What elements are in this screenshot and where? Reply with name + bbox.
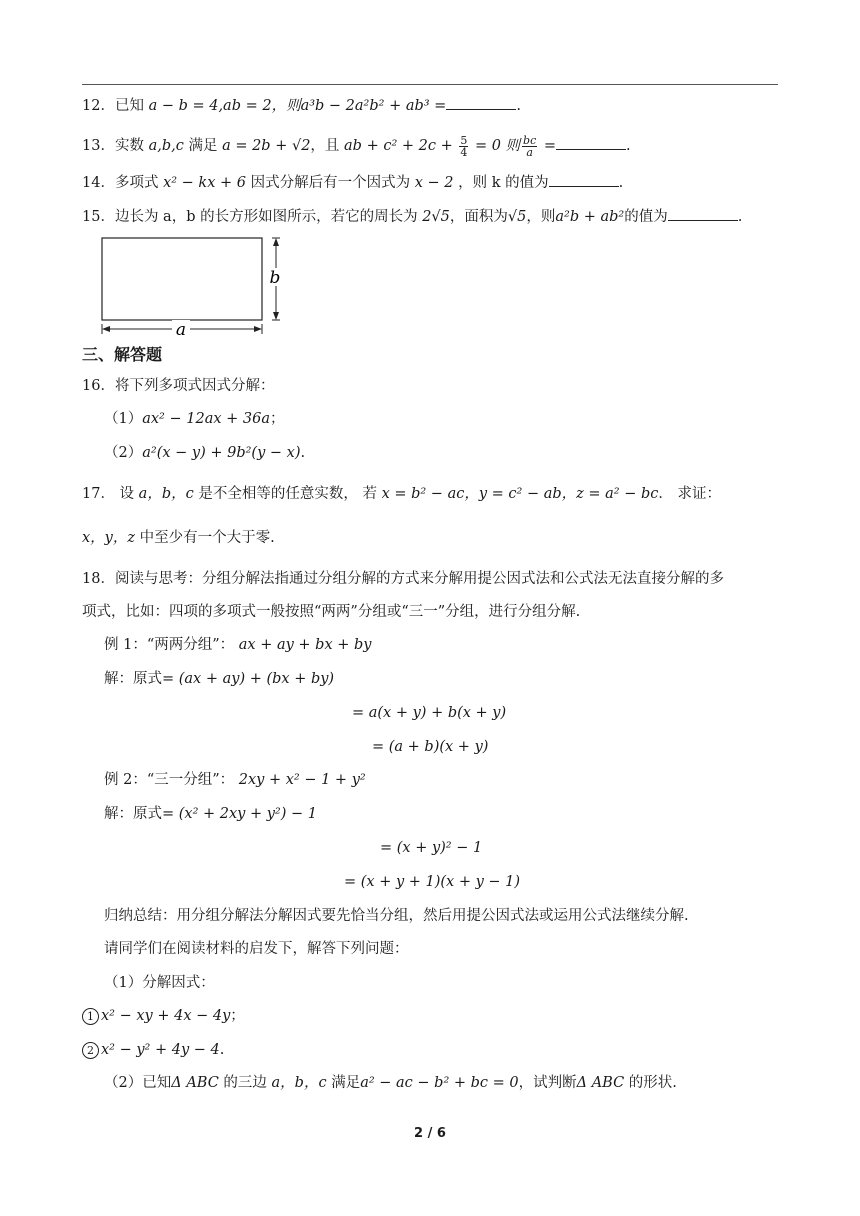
q15-end: . — [737, 209, 743, 225]
section-3-heading: 三、解答题 — [82, 345, 163, 364]
q13-math1: a = 2b + √2 — [222, 138, 311, 154]
q18-p1b-end: . — [219, 1042, 225, 1058]
question-16: 16．将下列多项式因式分解： — [82, 378, 275, 394]
q18-summary: 归纳总结：用分组分解法分解因式要先恰当分组，然后用提公因式法或运用公式法继续分解. — [104, 908, 689, 924]
header-rule — [82, 84, 778, 85]
q16-p1-label: （1） — [104, 411, 143, 427]
q18-p2-triangle: Δ ABC — [171, 1075, 219, 1091]
q18-ex2-math: 2xy + x² − 1 + y² — [238, 772, 366, 788]
q15-text2: ，面积为 — [449, 209, 508, 225]
q13-vars: a,b,c — [148, 138, 184, 154]
q16-p2-label: （2） — [104, 445, 143, 461]
q18-sol1-label: 解：原式 — [104, 671, 162, 687]
q18-line1: 18．阅读与思考：分组分解法指通过分组分解的方式来分解用提公因式法和公式法无法直接分解的多 — [82, 571, 724, 587]
q14-math2: x − 2 — [414, 175, 454, 191]
q17-text-a: 17． 设 — [82, 486, 139, 502]
q13-frac-den: 4 — [460, 145, 468, 159]
q12-math: a − b = 4,ab = 2，则a³b − 2a²b² + ab³ = — [148, 98, 447, 114]
q18-solution1 — [104, 669, 334, 689]
q18-sol2-line1: = (x² + 2xy + y²) − 1 — [162, 806, 317, 822]
q18-p2-vars: a，b，c — [271, 1075, 327, 1091]
q18-prompt: 请同学们在阅读材料的启发下，解答下列问题： — [104, 941, 409, 957]
q13-math2: ab + c² + 2c + — [344, 138, 458, 154]
q18-solution2 — [104, 804, 317, 824]
q18-p2-text-c: 满足 — [326, 1075, 361, 1091]
q18-p2-text-d: ，试判断 — [518, 1075, 577, 1091]
q12-end: . — [516, 98, 521, 114]
q18-part1b — [82, 1040, 224, 1060]
q13-frac-num: 5 — [460, 133, 468, 147]
rectangle-figure — [94, 232, 294, 344]
q13-fraction — [459, 135, 468, 158]
q13-number: 13．实数 — [82, 138, 149, 154]
q18-example1 — [104, 635, 371, 655]
q17-text-c: ． 求证： — [658, 486, 721, 502]
q18-sol1-line2: = a(x + y) + b(x + y) — [352, 705, 507, 721]
q15-blank[interactable] — [668, 206, 738, 221]
q18-p2-text-e: 的形状. — [624, 1075, 677, 1091]
question-17 — [82, 484, 721, 504]
q18-part1-label: （1）分解因式： — [104, 975, 215, 991]
rectangle-shape — [102, 238, 262, 320]
circled-2-marker: 2 — [82, 1042, 99, 1059]
q15-text3: ，则 — [526, 209, 556, 225]
label-b: b — [269, 268, 281, 288]
q18-p1a-end: ； — [230, 1008, 245, 1024]
q17-vars: a，b，c — [138, 486, 194, 502]
question-13 — [82, 131, 631, 161]
q18-p2-math: a² − ac − b² + bc = 0 — [360, 1075, 519, 1091]
q13-end: . — [626, 138, 631, 154]
q17-text-b: 是不全相等的任意实数， 若 — [193, 486, 382, 502]
q16-p2-end: . — [300, 445, 306, 461]
q14-blank[interactable] — [549, 172, 619, 187]
q13-frac2-den: a — [526, 145, 533, 159]
q18-p2-text-a: （2）已知 — [104, 1075, 172, 1091]
q13-text: 满足 — [183, 138, 223, 154]
label-a: a — [175, 320, 187, 340]
q16-p1-end: ； — [269, 411, 285, 427]
q18-part1a — [82, 1006, 245, 1026]
q18-p2-triangle2: Δ ABC — [576, 1075, 625, 1091]
q17-line2 — [82, 528, 275, 548]
q16-part2 — [104, 443, 305, 463]
q15-text4: 的值为 — [624, 209, 668, 225]
q18-p1b-math: x² − y² + 4y − 4 — [101, 1042, 220, 1058]
q18-sol2-label: 解：原式 — [104, 806, 162, 822]
q16-p1-math: ax² − 12ax + 36a — [142, 411, 270, 427]
q12-number: 12．已知 — [82, 98, 149, 114]
q18-p2-text-b: 的三边 — [218, 1075, 272, 1091]
q18-sol2-line3: = (x + y + 1)(x + y − 1) — [344, 874, 521, 890]
q13-eq: = — [539, 138, 557, 154]
q12-blank[interactable] — [446, 95, 516, 110]
q18-part2 — [104, 1073, 677, 1093]
q13-frac2-num: bc — [523, 133, 537, 147]
q18-example2 — [104, 770, 366, 790]
q13-text2: ，且 — [310, 138, 345, 154]
q17-line2-vars: x，y，z — [82, 530, 136, 546]
q14-text: 因式分解后有一个因式为 — [245, 175, 415, 191]
q18-ex1-math: ax + ay + bx + by — [238, 637, 372, 653]
q14-text2: ，则 k 的值为 — [453, 175, 549, 191]
q18-sol2-line2: = (x + y)² − 1 — [380, 840, 483, 856]
page-number: 2 / 6 — [414, 1126, 446, 1141]
q13-blank[interactable] — [556, 135, 626, 150]
q18-line2: 项式，比如：四项的多项式一般按照“两两”分组或“三一”分组，进行分组分解. — [82, 604, 581, 620]
q16-part1 — [104, 409, 284, 429]
q18-p1a-math: x² − xy + 4x − 4y — [101, 1008, 231, 1024]
q14-math1: x² − kx + 6 — [163, 175, 246, 191]
q17-line2-text: 中至少有一个大于零. — [135, 530, 275, 546]
q18-sol1-line3: = (a + b)(x + y) — [372, 739, 489, 755]
q15-perimeter: 2√5 — [422, 209, 450, 225]
question-14 — [82, 172, 623, 193]
q15-text1: 15．边长为 a，b 的长方形如图所示，若它的周长为 — [82, 209, 423, 225]
q14-end: . — [618, 175, 624, 191]
q17-math: x = b² − ac，y = c² − ab，z = a² − bc — [381, 486, 659, 502]
q18-sol1-line1: = (ax + ay) + (bx + by) — [162, 671, 335, 687]
q14-number: 14．多项式 — [82, 175, 164, 191]
q15-math: a²b + ab² — [555, 209, 625, 225]
q13-fraction2 — [522, 135, 537, 158]
q18-ex2-label: 例 2：“三一分组”： — [104, 772, 239, 788]
circled-1-marker: 1 — [82, 1008, 99, 1025]
q13-math3: = 0 则 — [470, 138, 521, 154]
question-12 — [82, 95, 521, 116]
q18-ex1-label: 例 1：“两两分组”： — [104, 637, 239, 653]
q15-area: √5 — [507, 209, 527, 225]
q16-p2-math: a²(x − y) + 9b²(y − x) — [142, 445, 301, 461]
question-15 — [82, 206, 742, 227]
